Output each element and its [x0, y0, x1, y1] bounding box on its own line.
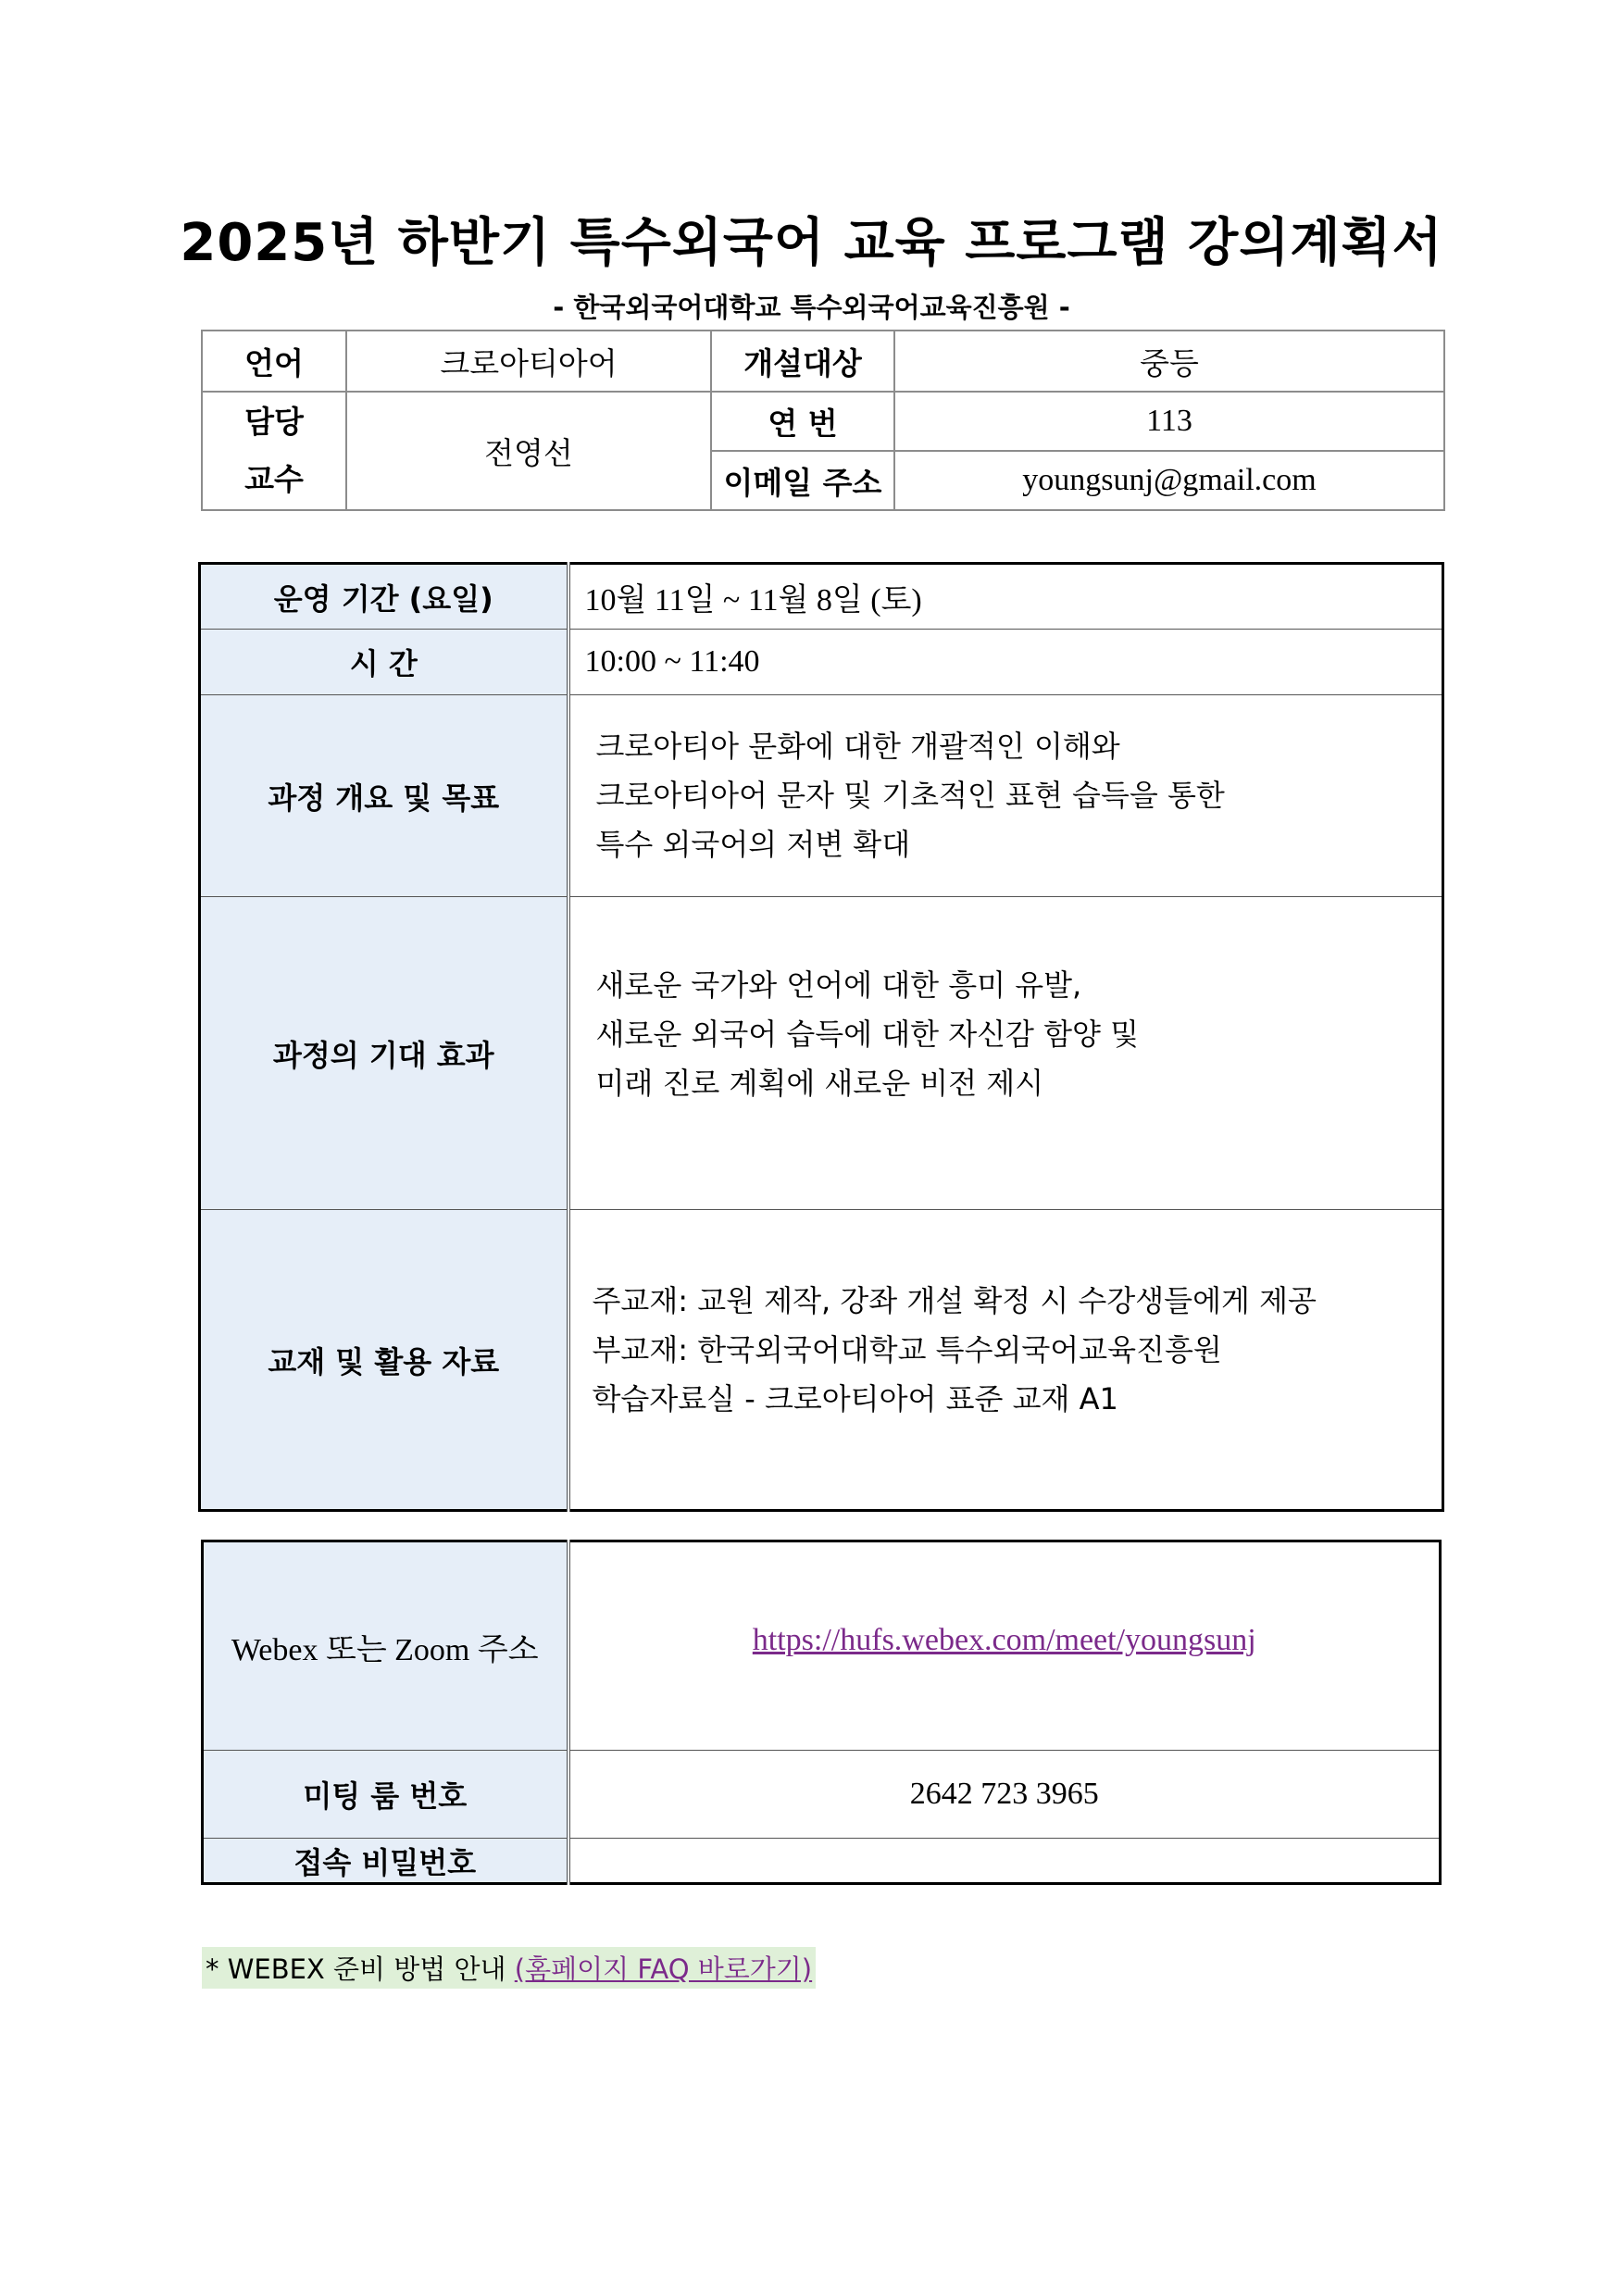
language-label: 언어 [202, 331, 346, 392]
number-value: 113 [894, 392, 1444, 451]
effect-label: 과정의 기대 효과 [200, 897, 568, 1210]
meeting-info-table [201, 1540, 1442, 1885]
language-value: 크로아티아어 [346, 331, 711, 392]
password-value [568, 1839, 1441, 1884]
effect-line: 미래 진로 계획에 새로운 비전 제시 [595, 1066, 1044, 1101]
professor-label-line1: 담당 [244, 404, 304, 440]
email-value: youngsunj@gmail.com [894, 451, 1444, 510]
effect-line: 새로운 외국어 습득에 대한 자신감 함양 및 [595, 1017, 1140, 1052]
number-label: 연 번 [711, 392, 894, 451]
materials-value [568, 1210, 1443, 1511]
materials-line: 부교재: 한국외국어대학교 특수외국어교육진흥원 [592, 1332, 1222, 1367]
room-number-label: 미팅 룸 번호 [203, 1751, 568, 1839]
effect-value [568, 897, 1443, 1210]
time-label: 시 간 [200, 630, 568, 695]
overview-line: 크로아티아 문화에 대한 개괄적인 이해와 [595, 729, 1120, 764]
overview-line: 크로아티아어 문자 및 기초적인 표현 습득을 통한 [595, 778, 1225, 813]
professor-value: 전영선 [346, 392, 711, 510]
materials-line: 주교재: 교원 제작, 강좌 개설 확정 시 수강생들에게 제공 [592, 1283, 1317, 1318]
course-plan-table [198, 562, 1444, 1512]
materials-label: 교재 및 활용 자료 [200, 1210, 568, 1511]
overview-label: 과정 개요 및 목표 [200, 695, 568, 897]
time-value: 10:00 ~ 11:40 [568, 630, 1443, 695]
document-title: 2025년 하반기 특수외국어 교육 프로그램 강의계획서 [180, 213, 1443, 273]
faq-link[interactable]: (홈페이지 FAQ 바로가기) [514, 1953, 813, 1985]
professor-label [202, 392, 346, 510]
password-label: 접속 비밀번호 [203, 1839, 568, 1884]
overview-line: 특수 외국어의 저변 확대 [595, 827, 911, 862]
effect-line: 새로운 국가와 언어에 대한 흥미 유발, [595, 967, 1082, 1003]
email-label: 이메일 주소 [711, 451, 894, 510]
target-label: 개설대상 [711, 331, 894, 392]
target-value: 중등 [894, 331, 1444, 392]
meeting-url-link[interactable]: https://hufs.webex.com/meet/youngsunj [752, 1623, 1256, 1657]
professor-label-line2: 교수 [244, 461, 304, 497]
room-number-value: 2642 723 3965 [568, 1751, 1441, 1839]
document-subtitle: - 한국외국어대학교 특수외국어교육진흥원 - [553, 292, 1070, 323]
period-label: 운영 기간 (요일) [200, 564, 568, 630]
instructor-info-table [201, 330, 1445, 511]
materials-line: 학습자료실 - 크로아티아어 표준 교재 A1 [592, 1381, 1118, 1416]
webex-guide-note [202, 1947, 816, 1989]
meeting-url-label: Webex 또는 Zoom 주소 [203, 1541, 568, 1751]
overview-value [568, 695, 1443, 897]
period-value: 10월 11일 ~ 11월 8일 (토) [568, 564, 1443, 630]
note-text: * WEBEX 준비 방법 안내 [206, 1953, 515, 1985]
meeting-url-cell [568, 1541, 1441, 1751]
